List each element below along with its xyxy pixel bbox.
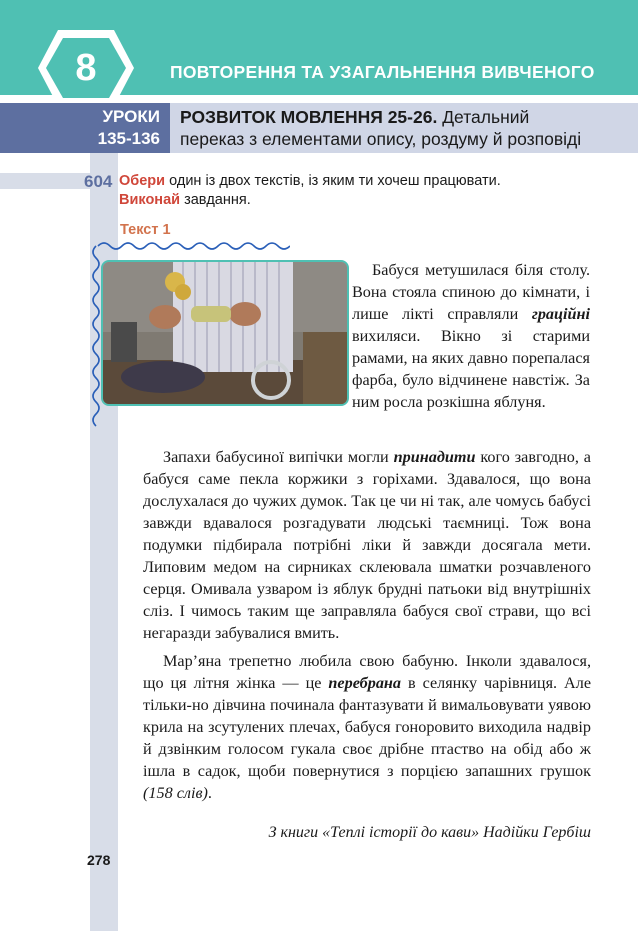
paragraph-1-end: вихиляси. Вікно зі старими рамами, на яких давно порепалася фарба, було відчинене навстіж. За ним росла розкішна яблуня. xyxy=(352,327,590,411)
lesson-label-line2: 135-136 xyxy=(97,129,160,148)
paragraph-3-em: перебрана xyxy=(328,674,402,692)
main-text xyxy=(143,446,591,810)
task-number: 604 xyxy=(84,172,113,191)
paragraph-1 xyxy=(352,259,590,413)
task-text-2: завдання. xyxy=(180,192,251,208)
paragraph-3-text: Мар’яна трепетно любила свою бабуню. Інколи здавалося, що ця літня жінка — це xyxy=(143,652,591,692)
paragraph-2-text: Запахи бабусиної випічки могли xyxy=(163,448,394,466)
herbs-photo xyxy=(101,260,349,406)
paragraph-2 xyxy=(143,446,591,644)
lesson-title-line2: переказ з елементами опису, роздуму й розповіді xyxy=(180,129,582,149)
text1-heading: Текст 1 xyxy=(120,222,171,238)
chapter-title: ПОВТОРЕННЯ ТА УЗАГАЛЬНЕННЯ ВИВЧЕНОГО xyxy=(170,62,595,82)
paragraph-3-period: . xyxy=(207,784,212,802)
paragraph-3 xyxy=(143,650,591,804)
lesson-title-rest: Детальний xyxy=(437,107,530,127)
word-count: (158 слів) xyxy=(143,784,208,802)
paragraph-1-text: Бабуся метушилася біля столу. Вона стояла спиною до кімнати, і лише лікті справляли xyxy=(352,261,590,323)
paragraph-1-em: граційні xyxy=(531,305,590,323)
paragraph-2-end: кого завгодно, а бабуся саме пекла коржики з горіхами. Здавалося, що вона дослухалася до чужих думок. Так це чи ні так, але чомусь бабусі завжди вдавалося розгадувати людські таємниці. Тож вона подумки підбирала потрібні ліки й завжди досягала мети. Липовим медом на сирниках склеювала шматки розчавленого серця. Омивала узваром із яблук брудні патьоки від внутрішніх сліз. І чимось таким ще заправляла бабуся свої страви, що всі негаразди забувалися вмить. xyxy=(143,448,591,642)
task-verb-choose: Обери xyxy=(119,173,166,189)
task-text-1: один із двох текстів, із яким ти хочеш працювати. xyxy=(165,173,501,189)
page-number: 278 xyxy=(87,852,111,868)
chapter-number: 8 xyxy=(75,46,97,89)
source-citation: З книги «Теплі історії до кави» Надійки Гербіш xyxy=(268,824,591,841)
lesson-label xyxy=(0,103,170,153)
task-verb-do: Виконай xyxy=(119,192,181,208)
photo-herbs-icon xyxy=(103,262,347,404)
lesson-title-bold: РОЗВИТОК МОВЛЕННЯ 25-26. xyxy=(180,107,438,127)
paragraph-2-em: принадити xyxy=(393,448,476,466)
lesson-title xyxy=(180,106,630,150)
lesson-label-line1: УРОКИ xyxy=(102,107,160,126)
paragraph-3-end: в селянку чарівниця. Але тільки-но дівчина починала фантазувати й вимальовувати уявою крила на зсутулених плечах, бабуся гоноровито виходила надвір й дзвінким голосом гукала своє дрібне птаство на обід або ж ішла в садок, щоби повернутися з порцією запашних грушок xyxy=(143,674,591,780)
task-text xyxy=(119,172,619,210)
